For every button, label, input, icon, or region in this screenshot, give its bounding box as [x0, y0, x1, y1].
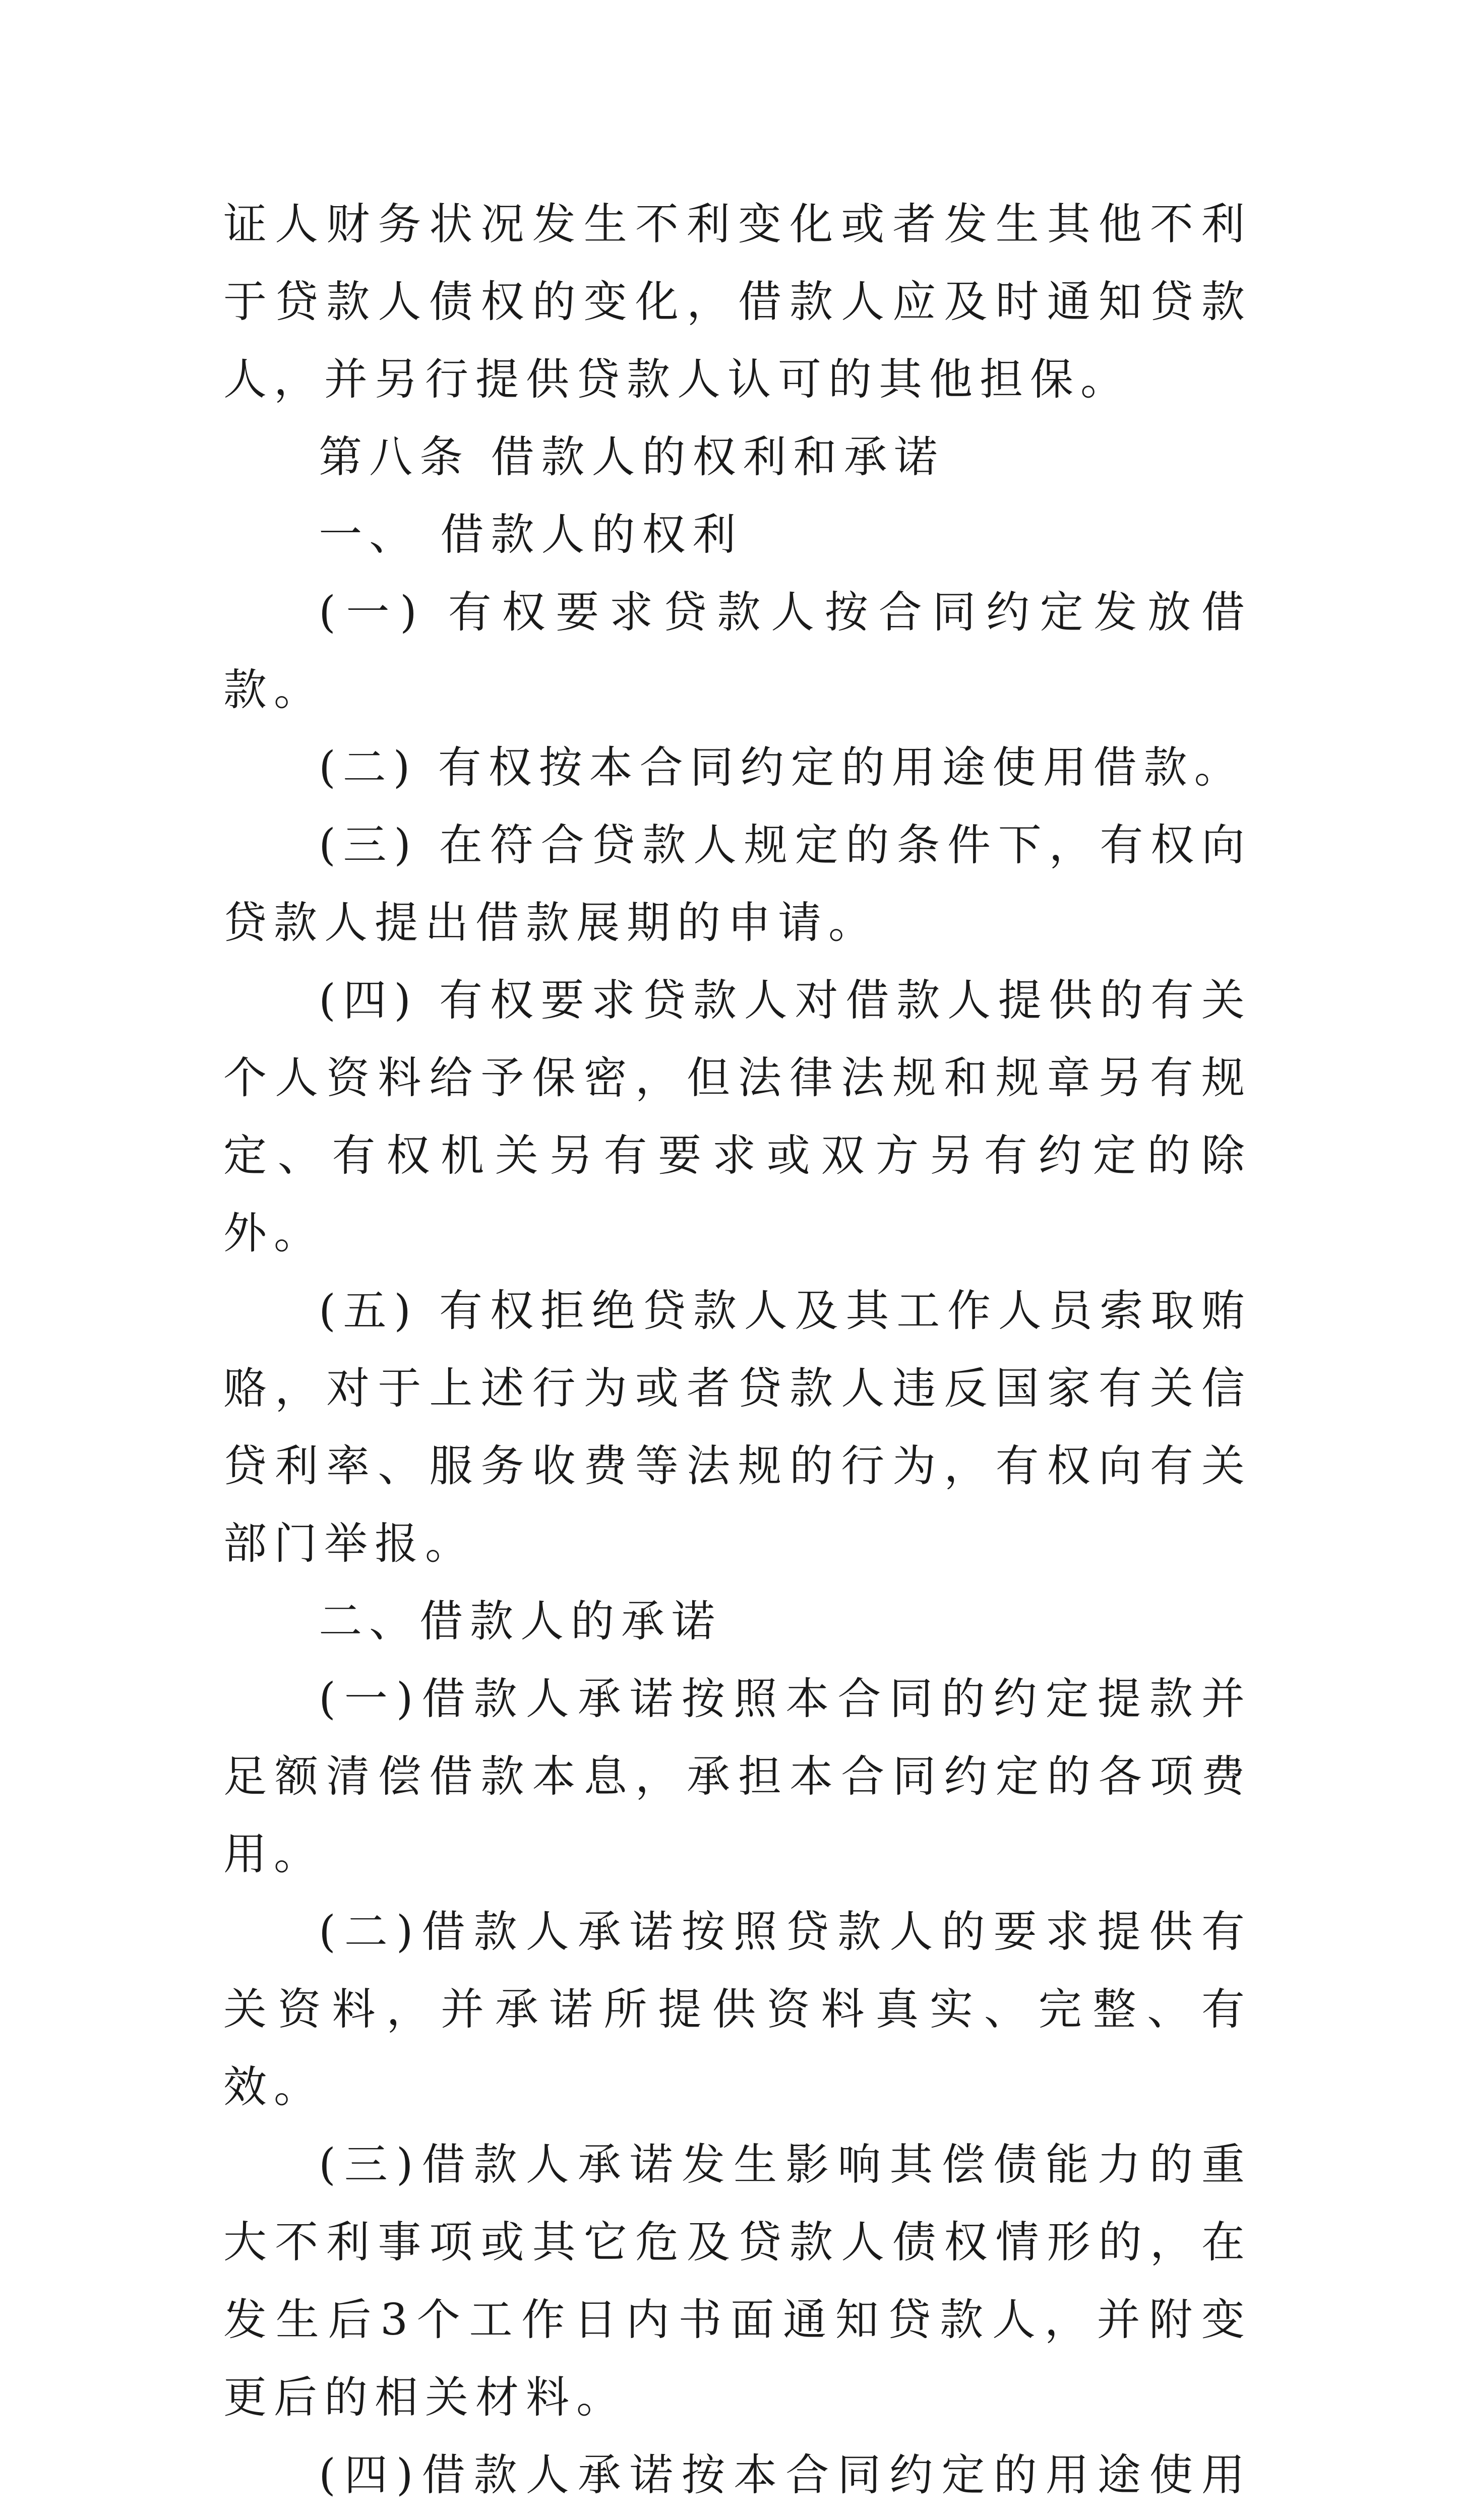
- paragraph-continuation: 证人财务状况发生不利变化或者发生其他不利于贷款人债权的变化，借款人应及时通知贷款人，并另行提供贷款人认可的其他担保。: [223, 199, 1252, 405]
- right-item-1: (一) 有权要求贷款人按合同约定发放借款。: [223, 587, 1252, 715]
- right-item-4: (四) 有权要求贷款人对借款人提供的有关个人资料给予保密，但法律法规和规章另有规定、有权机关另有要求或双方另有约定的除外。: [223, 975, 1252, 1258]
- commitment-item-1: (一)借款人承诺按照本合同的约定提款并足额清偿借款本息，承担本合同约定的各项费用。: [223, 1674, 1252, 1879]
- commitment-item-2: (二)借款人承诺按照贷款人的要求提供有关资料，并承诺所提供资料真实、完整、有效。: [223, 1907, 1252, 2112]
- section-heading-borrower-commitments: 二、借款人的承诺: [319, 1596, 722, 1647]
- contract-text-body: [223, 185, 1252, 2520]
- commitment-item-3: (三)借款人承诺发生影响其偿债能力的重大不利事项或其它危及贷款人债权情形的，在发生后3个工作日内书面通知贷款人，并附变更后的相关材料。: [223, 2139, 1252, 2423]
- right-item-2: (二) 有权按本合同约定的用途使用借款。: [319, 742, 1245, 793]
- commitment-item-4: (四)借款人承诺按本合同约定的用途使用: [319, 2450, 1252, 2500]
- right-item-3: (三) 在符合贷款人规定的条件下，有权向贷款人提出借款展期的申请。: [223, 820, 1252, 948]
- article-heading: 第八条 借款人的权利和承诺: [319, 432, 945, 482]
- section-heading-borrower-rights: 一、 借款人的权利: [319, 510, 743, 560]
- right-item-5: (五) 有权拒绝贷款人及其工作人员索取贿赂，对于上述行为或者贷款人违反国家有关信贷利率、服务收费等法规的行为，有权向有关部门举报。: [223, 1286, 1252, 1569]
